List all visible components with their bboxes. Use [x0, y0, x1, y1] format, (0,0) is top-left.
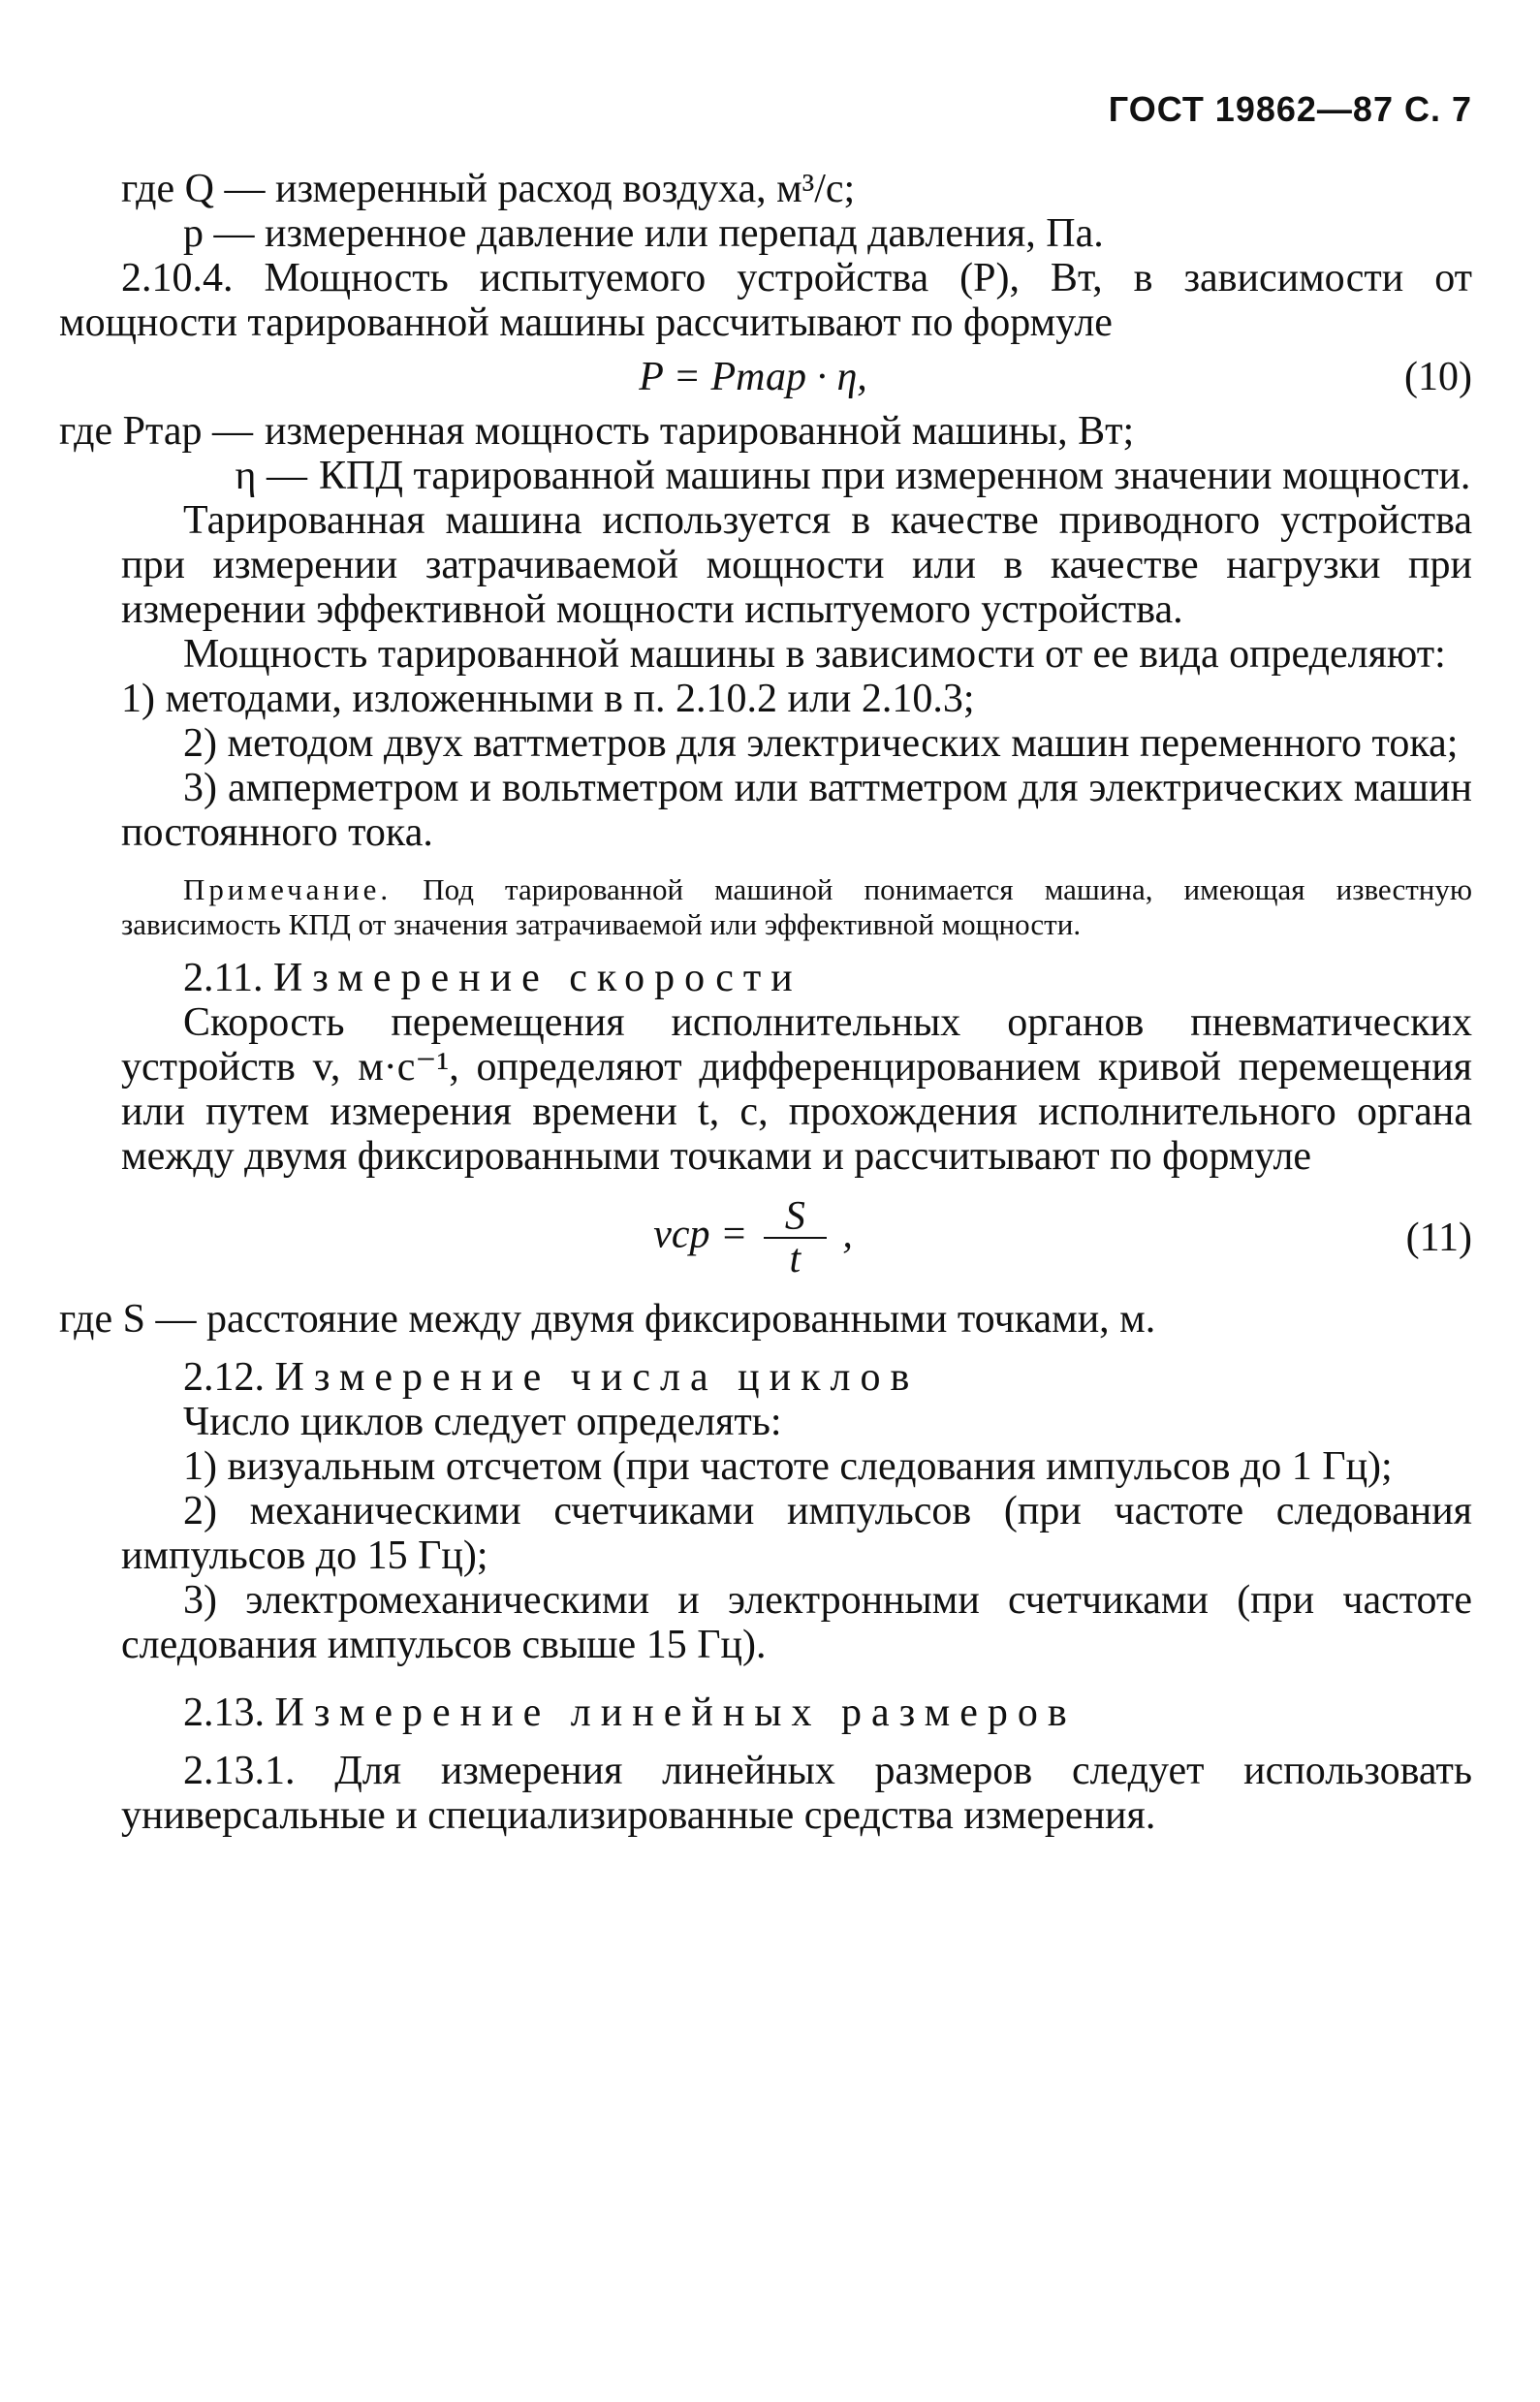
- formula-11-numerator: S: [764, 1196, 827, 1239]
- power-item-2: 2) методом двух ваттметров для электрических машин переменного тока;: [183, 721, 1459, 766]
- note-label: Примечание.: [183, 872, 393, 906]
- power-item-3: 3) амперметром и вольтметром или ваттметром для электрических машин постоянного тока.: [121, 766, 1472, 855]
- section-2-13-number: 2.13.: [183, 1691, 265, 1735]
- power-paragraph: Мощность тарированной машины в зависимости от ее вида определяют:: [183, 632, 1446, 677]
- section-2-11-title: Измерение скорости: [272, 956, 802, 1000]
- s-definition: где S — расстояние между двумя фиксированными точками, м.: [59, 1297, 1156, 1342]
- section-2-12-number: 2.12.: [183, 1355, 265, 1400]
- cycles-item-3: 3) электромеханическими и электронными счетчиками (при частоте следования импульсов свыше 15 Гц).: [121, 1578, 1472, 1667]
- page-header: ГОСТ 19862—87 С. 7: [1108, 89, 1472, 129]
- clause-2-10-4: 2.10.4. Мощность испытуемого устройства (P), Вт, в зависимости от мощности тарированной машины рассчитывают по формуле: [59, 256, 1472, 345]
- section-2-12-heading: [121, 1355, 1472, 1400]
- section-2-13-title: Измерение линейных размеров: [274, 1691, 1077, 1735]
- eta-symbol: η —: [235, 454, 307, 498]
- formula-11-denominator: t: [789, 1237, 801, 1281]
- cycles-paragraph: Число циклов следует определять:: [183, 1400, 782, 1444]
- eta-text: КПД тарированной машины при измеренном значении мощности.: [319, 454, 1471, 498]
- formula-11-expression: [121, 1196, 1385, 1280]
- formula-11-number: (11): [1405, 1216, 1472, 1260]
- clause-2-13-1: 2.13.1. Для измерения линейных размеров следует использовать универсальные и специализированные средства измерения.: [121, 1749, 1472, 1838]
- q-definition: где Q — измеренный расход воздуха, м³/с;: [121, 167, 856, 211]
- section-2-12-title: Измерение числа циклов: [274, 1355, 920, 1400]
- cycles-item-1: 1) визуальным отсчетом (при частоте следования импульсов до 1 Гц);: [183, 1444, 1393, 1489]
- ptar-symbol: где Pтар —: [59, 409, 254, 454]
- eta-definition: [121, 454, 1472, 498]
- formula-11: [121, 1196, 1472, 1280]
- speed-paragraph: Скорость перемещения исполнительных органов пневматических устройств v, м·с⁻¹, определяют дифференцированием кривой перемещения или путем измерения времени t, с, прохождения исполнительного органа между двумя фиксированными точками и рассчитывают по формуле: [121, 1000, 1472, 1179]
- section-2-11-number: 2.11.: [183, 956, 264, 1000]
- formula-10: [121, 355, 1472, 399]
- note: [121, 872, 1472, 942]
- note-text: Под тарированной машиной понимается машина, имеющая известную зависимость КПД от значения затрачиваемой или эффективной мощности.: [121, 872, 1473, 941]
- section-2-13-heading: [121, 1691, 1472, 1735]
- formula-11-fraction: [764, 1196, 827, 1280]
- tarirovannaya-paragraph: Тарированная машина используется в качестве приводного устройства при измерении затрачиваемой мощности или в качестве нагрузки при измерении эффективной мощности испытуемого устройства.: [121, 498, 1472, 632]
- power-item-1: 1) методами, изложенными в п. 2.10.2 или 2.10.3;: [121, 677, 975, 721]
- formula-11-lhs: vср =: [653, 1212, 748, 1257]
- cycles-item-2: 2) механическими счетчиками импульсов (при частоте следования импульсов до 15 Гц);: [121, 1489, 1472, 1578]
- formula-10-number: (10): [1404, 355, 1472, 399]
- ptar-definition: [59, 409, 1472, 454]
- formula-10-expression: P = Pтар · η,: [639, 355, 867, 399]
- formula-11-tail: ,: [842, 1212, 853, 1257]
- document-body: [0, 167, 1540, 1838]
- p-definition: p — измеренное давление или перепад давления, Па.: [183, 211, 1104, 256]
- section-2-11-heading: [121, 956, 1472, 1000]
- ptar-text: измеренная мощность тарированной машины, Вт;: [265, 409, 1135, 454]
